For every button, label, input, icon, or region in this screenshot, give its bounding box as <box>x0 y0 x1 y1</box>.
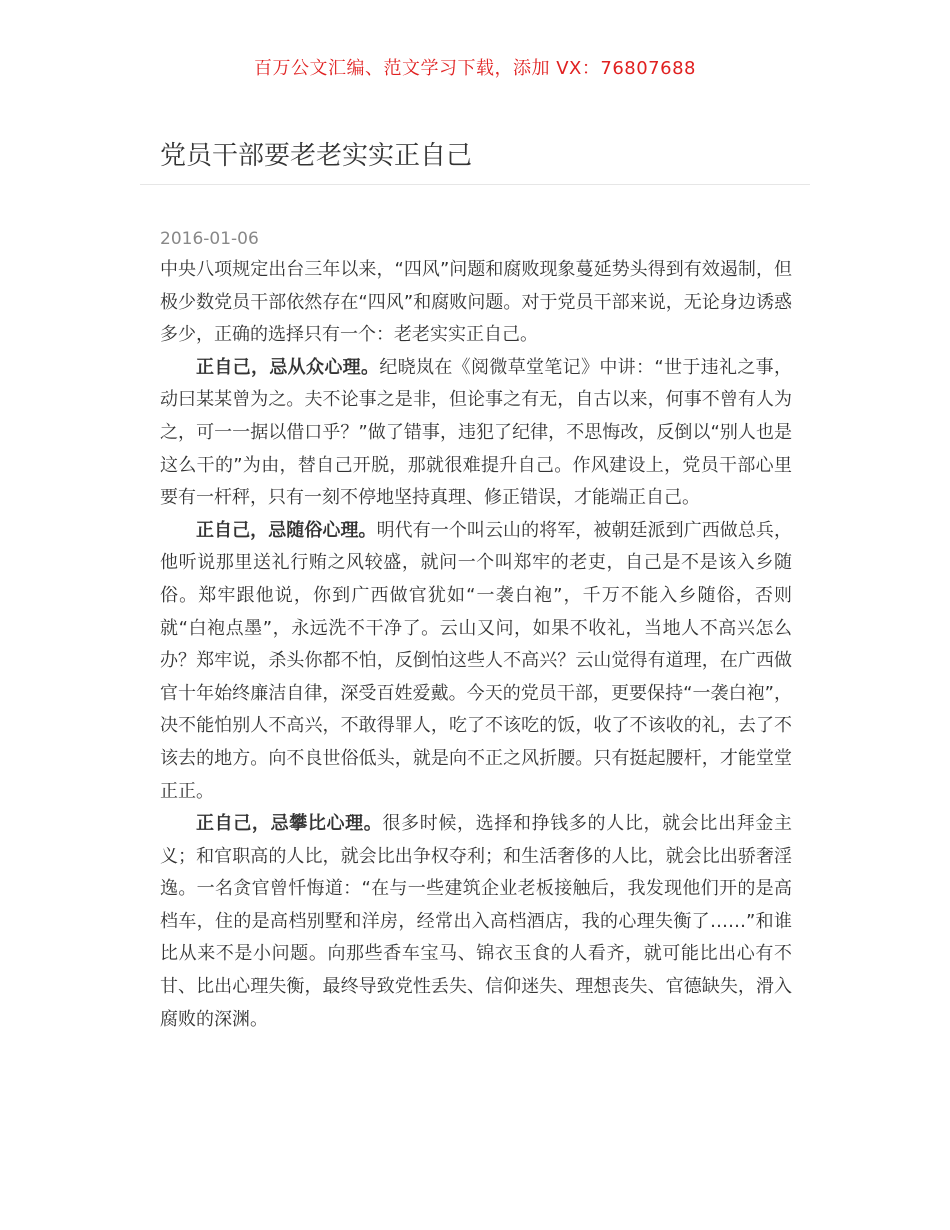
section-paragraph-comparison <box>160 808 792 1036</box>
article-body <box>160 254 792 1036</box>
title-divider <box>140 184 810 185</box>
section-body: 纪晓岚在《阅微草堂笔记》中讲：“世于违礼之事，动曰某某曾为之。夫不论事之是非，但论事之有无，自古以来，何事不曾有人为之，可一一据以借口乎？”做了错事，违犯了纪律，不思悔改，反倒以“别人也是这么干的”为由，替自己开脱，那就很难提升自己。作风建设上，党员干部心里要有一杆秤，只有一刻不停地坚持真理、修正错误，才能端正自己。 <box>160 356 793 509</box>
section-paragraph-custom <box>160 515 792 808</box>
section-lead: 正自己，忌从众心理。 <box>196 356 380 378</box>
promo-banner: 百万公文汇编、范文学习下载，添加 VX：76807688 <box>254 58 696 79</box>
intro-paragraph: 中央八项规定出台三年以来，“四风”问题和腐败现象蔓延势头得到有效遏制，但极少数党员干部依然存在“四风”和腐败问题。对于党员干部来说，无论身边诱惑多少，正确的选择只有一个：老老实实正自己。 <box>160 259 792 346</box>
section-body: 明代有一个叫云山的将军，被朝廷派到广西做总兵，他听说那里送礼行贿之风较盛，就问一个叫郑牢的老吏，自己是不是该入乡随俗。郑牢跟他说，你到广西做官犹如“一袭白袍”，千万不能入乡随俗，否则就“白袍点墨”，永远洗不干净了。云山又问，如果不收礼，当地人不高兴怎么办？郑牢说，杀头你都不怕，反倒怕这些人不高兴？云山觉得有道理，在广西做官十年始终廉洁自律，深受百姓爱戴。今天的党员干部，更要保持“一袭白袍”，决不能怕别人不高兴，不敢得罪人，吃了不该吃的饭，收了不该收的礼，去了不该去的地方。向不良世俗低头，就是向不正之风折腰。只有挺起腰杆，才能堂堂正正。 <box>160 519 792 802</box>
section-lead: 正自己，忌攀比心理。 <box>196 813 383 835</box>
article-title: 党员干部要老老实实正自己 <box>160 141 473 171</box>
section-body: 很多时候，选择和挣钱多的人比，就会比出拜金主义；和官职高的人比，就会比出争权夺利；和生活奢侈的人比，就会比出骄奢淫逸。一名贪官曾忏悔道：“在与一些建筑企业老板接触后，我发现他们开的是高档车，住的是高档别墅和洋房，经常出入高档酒店，我的心理失衡了……”和谁比从来不是小问题。向那些香车宝马、锦衣玉食的人看齐，就可能比出心有不甘、比出心理失衡，最终导致党性丢失、信仰迷失、理想丧失、官德缺失，滑入腐败的深渊。 <box>160 813 792 1030</box>
publish-date: 2016-01-06 <box>160 229 259 249</box>
section-lead: 正自己，忌随俗心理。 <box>196 519 377 541</box>
section-paragraph-conformity <box>160 352 792 515</box>
